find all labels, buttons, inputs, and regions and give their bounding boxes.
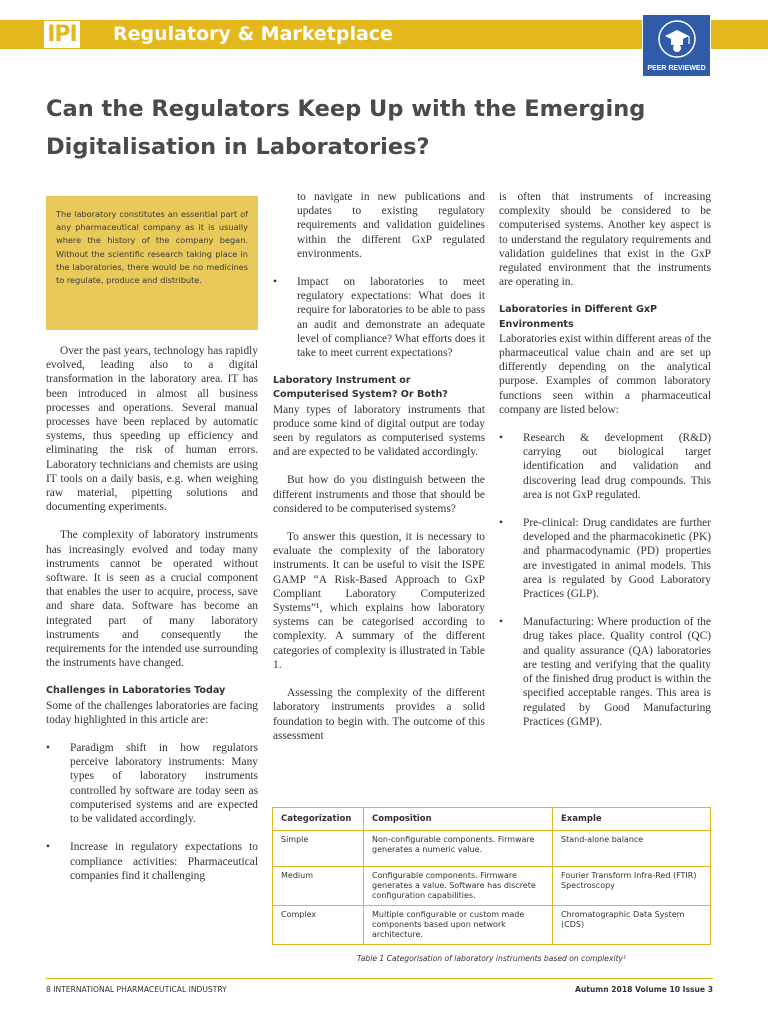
footer-issue-info: Autumn 2018 Volume 10 Issue 3 [574,985,713,994]
table-row [273,867,711,906]
list-item: • Paradigm shift in how regulators perceive laboratory instruments: Many types of laboratory instruments controlled by software are today seen as computerised systems and are expected to be validated accordingly. [46,741,258,826]
bullet-list [273,275,485,360]
footer-page-info: 8 INTERNATIONAL PHARMACEUTICAL INDUSTRY [46,985,227,994]
bullet-list [499,431,711,729]
footer-divider [46,978,713,979]
table-cell: Simple [273,831,364,867]
table-caption: Table 1 Categorisation of laboratory instruments based on complexity¹ [356,954,627,963]
paragraph: is often that instruments of increasing complexity should be considered to be computerised systems. Another key aspect is to understand the regulatory requirements and validation guidelines that exist in the GxP regulated environment that the instruments are operating in. [499,191,711,289]
publication-logo: IPI [44,21,80,48]
paragraph: To answer this question, it is necessary to evaluate the complexity of the laboratory instruments. It can be useful to visit the ISPE GAMP “A Risk-Based Approach to GxP Compliant Laboratory Computerized Systems”¹, which explains how laboratory systems can be categorised according to complexity. A summary of the different categories of complexity is illustrated in Table 1. [273,531,485,671]
table-cell: Non-configurable components. Firmware generates a numeric value. [364,831,553,867]
column-2 [273,190,485,757]
list-item: • Increase in regulatory expectations to compliance activities: Pharmaceutical companies find it challenging [46,840,258,883]
section-heading: Challenges in Laboratories Today [46,685,226,697]
list-item: • Manufacturing: Where production of the drug takes place. Quality control (QC) and quality assurance (QA) laboratories are testing and verifying that the quality of the finished drug product is within the specified acceptable ranges. This area is regulated by Good Manufacturing Practices (GMP). [499,615,711,729]
paragraph: But how do you distinguish between the different instruments and those that should be considered to be computerised systems? [273,474,485,515]
table-cell: Multiple configurable or custom made components based upon network architecture. [364,906,553,945]
paragraph: Over the past years, technology has rapidly evolved, leading also to a digital transformation in the laboratory area. IT has been introduced in almost all business processes and operations. Several manual processes have been replaced by automatic systems, thus speeding up efficiency and eliminating the risk of human errors. Laboratory technicians and chemists are using IT tools on a daily basis, e.g. when weighing raw material, pipetting solutions and documenting experiments. [46,345,258,514]
table-header-cell: Example [553,808,711,831]
table-header-row [273,808,711,831]
section-title: Regulatory & Marketplace [113,23,393,45]
table-row [273,906,711,945]
graduate-icon [657,19,697,59]
section-heading: Laboratories in Different GxP Environments [499,304,658,330]
table-cell: Configurable components. Firmware generates a value. Software has discrete configuration capabilities. [364,867,553,906]
article-title: Can the Regulators Keep Up with the Emerging Digitalisation in Laboratories? [46,96,646,160]
table-row [273,831,711,867]
paragraph: Many types of laboratory instruments that produce some kind of digital output are today seen by regulators as computerised systems and are expected to be validated accordingly. [273,403,485,459]
column-1 [46,196,258,897]
list-item-continuation: to navigate in new publications and updates to existing regulatory requirements and validation guidelines within the different GxP regulated environments. [297,191,485,260]
peer-reviewed-label: PEER REVIEWED [647,65,706,72]
list-item: • Pre-clinical: Drug candidates are further developed and the pharmacokinetic (PK) and pharmacodynamic (PD) properties are investigated in animal models. This area is regulated by Good Laboratory Practices (GLP). [499,516,711,601]
column-3 [499,190,711,743]
paragraph: Some of the challenges laboratories are facing today highlighted in this article are: [46,699,258,726]
paragraph: Assessing the complexity of the different laboratory instruments provides a solid foundation to begin with. The outcome of this assessment [273,687,485,742]
list-item: • Impact on laboratories to meet regulatory expectations: What does it require for laboratories to be able to pass an audit and demonstrate an adequate level of compliance? What efforts does it take to meet current expectations? [273,275,485,360]
list-item: • Research & development (R&D) carrying out biological target identification and validation and discovering lead drug compounds. This area is not GxP regulated. [499,431,711,502]
table-cell: Medium [273,867,364,906]
table-cell: Fourier Transform Infra-Red (FTIR) Spectroscopy [553,867,711,906]
table-cell: Complex [273,906,364,945]
table-header-cell: Categorization [273,808,364,831]
table-cell: Chromatographic Data System (CDS) [553,906,711,945]
table-cell: Stand-alone balance [553,831,711,867]
categorisation-table [272,807,711,945]
table-header-cell: Composition [364,808,553,831]
peer-reviewed-badge [642,14,711,77]
paragraph: Laboratories exist within different areas of the pharmaceutical value chain and are set up differently depending on the analytical purpose. Examples of common laboratory functions seen within a pharmaceutical company are listed below: [499,332,711,416]
paragraph: The complexity of laboratory instruments has increasingly evolved and today many instruments cannot be operated without software. It is seen as a crucial component that enables the user to acquire, process, save and share data. Software has become an integrated part of many laboratory instruments and consequently the requirements for the intended use surrounding the instruments have changed. [46,529,258,670]
section-heading: Laboratory Instrument or Computerised System? Or Both? [273,375,448,401]
callout-box: The laboratory constitutes an essential part of any pharmaceutical company as it is usually where the history of the company began. Without the scientific research taking place in the laboratories, there would be no medicines to regulate, produce and distribute. [46,196,258,330]
bullet-list [46,741,258,883]
